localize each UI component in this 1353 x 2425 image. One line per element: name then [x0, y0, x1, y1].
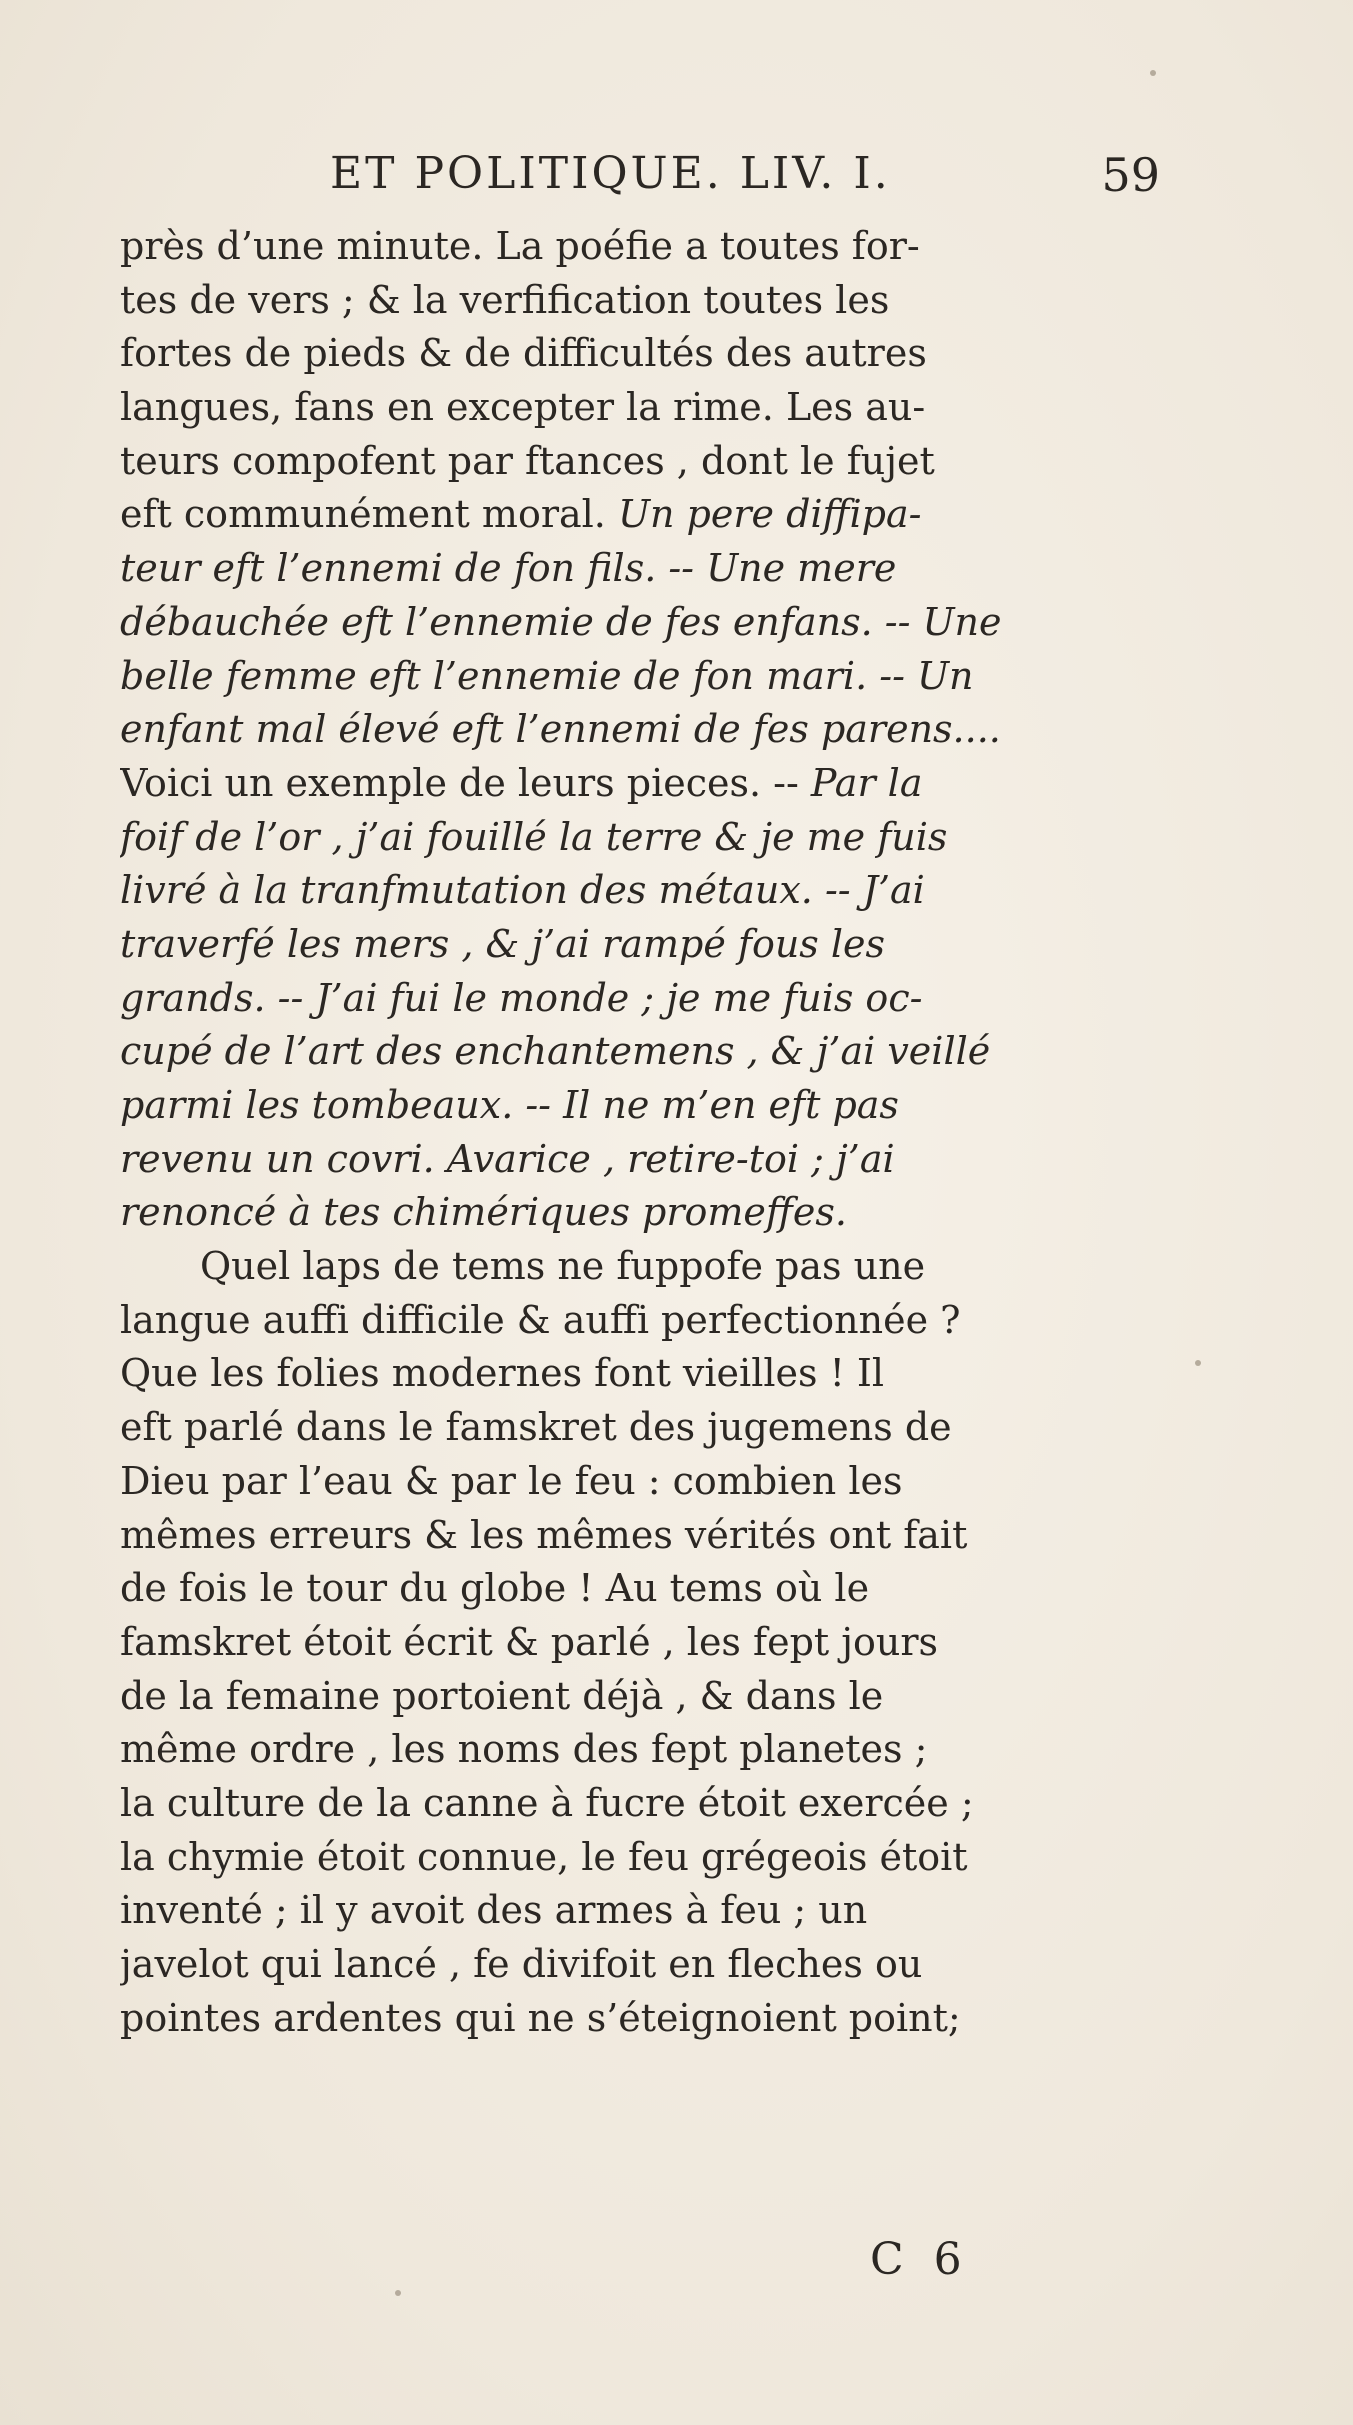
text-line-content: eft parlé dans le famskret des jugemens de	[120, 1405, 952, 1450]
text-line	[120, 1884, 1176, 1938]
running-title: ET POLITIQUE. LIV. I.	[330, 148, 891, 199]
page-number: 59	[1101, 148, 1160, 202]
text-line-content: cupé de l’art des enchantemens , & j’ai veillé	[120, 1029, 991, 1074]
text-line	[120, 1186, 1176, 1240]
text-line-content: teur eft l’ennemi de fon fils. -- Une mere	[120, 546, 897, 591]
text-line	[120, 274, 1176, 328]
text-line	[120, 381, 1176, 435]
text-line	[120, 596, 1176, 650]
text-line-content: tes de vers ; & la verfification toutes les	[120, 277, 890, 322]
text-line	[120, 1294, 1176, 1348]
paper-speck	[395, 2290, 401, 2296]
body-text	[120, 220, 1176, 2045]
running-head	[330, 148, 1160, 208]
signature-mark: C 6	[870, 2234, 970, 2285]
text-line-content: fortes de pieds & de difficultés des autres	[120, 331, 927, 376]
text-line	[120, 650, 1176, 704]
text-line-italic-part: Par la	[798, 760, 923, 805]
text-line-content: grands. -- J’ai fui le monde ; je me fuis oc-	[120, 975, 923, 1020]
text-line	[120, 542, 1176, 596]
text-line	[120, 1938, 1176, 1992]
text-line-content: foif de l’or , j’ai fouillé la terre & je me fuis	[120, 814, 948, 859]
text-line	[120, 220, 1176, 274]
text-line-content: parmi les tombeaux. -- Il ne m’en eft pas	[120, 1083, 899, 1127]
text-line	[120, 1670, 1176, 1724]
text-line-italic-part: Un pere diffipa-	[605, 492, 922, 537]
text-line	[120, 1401, 1176, 1455]
text-line-content: javelot qui lancé , fe divifoit en fleches ou	[120, 1942, 923, 1986]
text-line	[120, 1133, 1176, 1187]
text-line	[120, 864, 1176, 918]
text-line-content: Que les folies modernes font vieilles ! Il	[120, 1351, 885, 1396]
text-line-content: même ordre , les noms des fept planetes ;	[120, 1727, 928, 1772]
text-line	[120, 811, 1176, 865]
text-line-content: belle femme eft l’ennemie de fon mari. -- Un	[120, 653, 974, 698]
text-line-content: langues, fans en excepter la rime. Les au-	[120, 385, 926, 430]
text-line-content: enfant mal élevé eft l’ennemi de fes parens....	[120, 707, 1001, 752]
text-line-content: famskret étoit écrit & parlé , les fept jours	[120, 1619, 939, 1664]
text-line-content: teurs compofent par ftances , dont le fujet	[120, 438, 935, 483]
text-line-content: renoncé à tes chimériques promeffes.	[120, 1190, 847, 1235]
text-line-content: de fois le tour du globe ! Au tems où le	[120, 1566, 870, 1611]
text-line-content: pointes ardentes qui ne s’éteignoient point;	[120, 1995, 961, 2040]
text-line-content: livré à la tranfmutation des métaux. -- J’ai	[120, 868, 925, 913]
text-line-content: Dieu par l’eau & par le feu : combien les	[120, 1458, 903, 1503]
text-line-content: débauchée eft l’ennemie de fes enfans. -- Une	[120, 599, 1002, 644]
text-line-content: la chymie étoit connue, le feu grégeois étoit	[120, 1834, 968, 1879]
text-line	[120, 488, 1176, 542]
text-line	[120, 1777, 1176, 1831]
text-line-content: traverfé les mers , & j’ai rampé fous les	[120, 921, 886, 966]
text-line	[120, 1240, 1176, 1294]
text-line	[120, 918, 1176, 972]
text-line	[120, 1562, 1176, 1616]
text-line	[120, 1347, 1176, 1401]
text-line	[120, 1509, 1176, 1563]
text-line	[120, 1025, 1176, 1079]
paper-speck	[1150, 70, 1156, 76]
text-line-content: langue auffi difficile & auffi perfectionnée ?	[120, 1297, 961, 1342]
text-line-content: mêmes erreurs & les mêmes vérités ont fait	[120, 1512, 968, 1557]
text-line	[120, 757, 1176, 811]
text-line	[120, 1831, 1176, 1885]
text-line-content: près d’une minute. La poéfie a toutes for-	[120, 224, 920, 268]
text-line	[120, 1616, 1176, 1670]
paper-speck	[1195, 1360, 1201, 1366]
text-line-content: Quel laps de tems ne fuppofe pas une	[200, 1244, 926, 1289]
text-line-content: revenu un covri. Avarice , retire-toi ; j’ai	[120, 1136, 895, 1181]
text-line-content: eft communément moral.	[120, 492, 606, 537]
text-line	[120, 435, 1176, 489]
text-line-content: de la femaine portoient déjà , & dans le	[120, 1673, 884, 1718]
text-line	[120, 703, 1176, 757]
text-line-content: inventé ; il y avoit des armes à feu ; un	[120, 1888, 868, 1933]
text-line	[120, 1079, 1176, 1133]
text-line	[120, 972, 1176, 1026]
text-line-content: Voici un exemple de leurs pieces. --	[120, 760, 799, 805]
text-line	[120, 1992, 1176, 2046]
text-line	[120, 1455, 1176, 1509]
text-line-content: la culture de la canne à fucre étoit exercée ;	[120, 1780, 974, 1825]
text-line	[120, 1723, 1176, 1777]
text-line	[120, 327, 1176, 381]
